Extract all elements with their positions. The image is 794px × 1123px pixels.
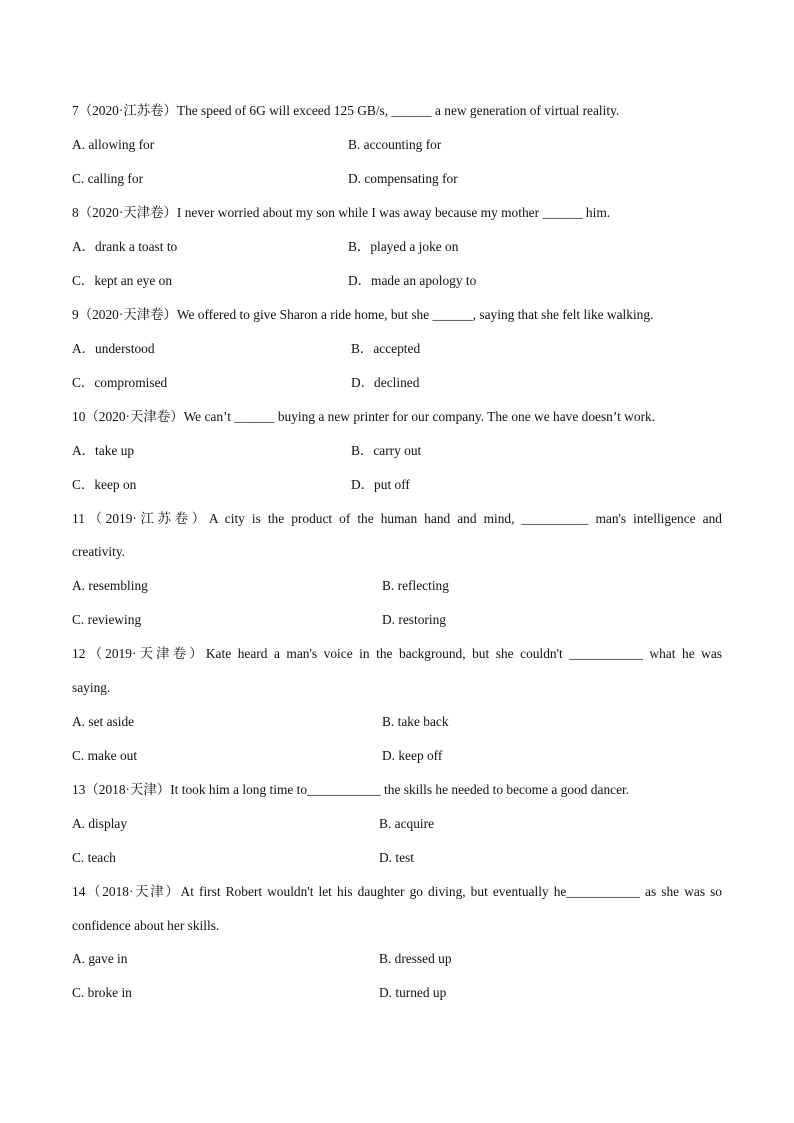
question-11-stem-line-2: creativity. — [72, 544, 126, 559]
question-14-option-a: A. gave in — [72, 951, 128, 966]
question-12-stem-line-1: 12（2019·天津卷）Kate heard a man's voice in the background, but she couldn't ___________ what he was — [72, 646, 722, 661]
question-14-option-d: D. turned up — [379, 985, 447, 1000]
question-8-option-b: B．played a joke on — [348, 239, 459, 254]
question-13-option-c: C. teach — [72, 850, 116, 865]
question-8-stem: 8（2020·天津卷）I never worried about my son while I was away because my mother ______ him. — [72, 205, 611, 220]
question-11-option-c: C. reviewing — [72, 612, 142, 627]
question-7-option-a: A. allowing for — [72, 137, 155, 152]
question-8-option-c: C．kept an eye on — [72, 273, 173, 288]
question-13-option-d: D. test — [379, 850, 414, 865]
question-10-option-d: D．put off — [351, 477, 410, 492]
question-10-option-b: B．carry out — [351, 443, 422, 458]
question-12-option-b: B. take back — [382, 714, 449, 729]
question-13-option-a: A. display — [72, 816, 128, 831]
question-9-option-d: D．declined — [351, 375, 420, 390]
question-11-stem-line-1: 11（2019·江苏卷）A city is the product of the human hand and mind, __________ man's intelligence and — [72, 511, 722, 526]
question-13-option-b: B. acquire — [379, 816, 435, 831]
question-7-option-b: B. accounting for — [348, 137, 442, 152]
question-12-option-c: C. make out — [72, 748, 138, 763]
question-12-option-d: D. keep off — [382, 748, 443, 763]
question-11-option-d: D. restoring — [382, 612, 446, 627]
question-7-option-d: D. compensating for — [348, 171, 458, 186]
question-10-option-c: C．keep on — [72, 477, 137, 492]
question-14-stem-line-2: confidence about her skills. — [72, 918, 220, 933]
question-10-option-a: A．take up — [72, 443, 135, 458]
question-12-option-a: A. set aside — [72, 714, 135, 729]
question-9-option-b: B．accepted — [351, 341, 421, 356]
question-7-stem: 7（2020·江苏卷）The speed of 6G will exceed 125 GB/s, ______ a new generation of virtual reality. — [72, 103, 620, 118]
question-9-option-c: C．compromised — [72, 375, 168, 390]
question-12-stem-line-2: saying. — [72, 680, 111, 695]
question-10-stem: 10（2020·天津卷）We can’t ______ buying a new printer for our company. The one we have doesn’t work. — [72, 409, 656, 424]
question-13-stem: 13（2018·天津）It took him a long time to___________ the skills he needed to become a good dancer. — [72, 782, 630, 797]
question-11-option-b: B. reflecting — [382, 578, 449, 593]
question-7-option-c: C. calling for — [72, 171, 144, 186]
question-14-stem-line-1: 14（2018·天津）At first Robert wouldn't let his daughter go diving, but eventually he___________ as she was so — [72, 884, 722, 899]
question-11-option-a: A. resembling — [72, 578, 148, 593]
question-8-option-a: A．drank a toast to — [72, 239, 178, 254]
question-8-option-d: D．made an apology to — [348, 273, 477, 288]
question-14-option-b: B. dressed up — [379, 951, 452, 966]
question-9-option-a: A．understood — [72, 341, 155, 356]
question-9-stem: 9（2020·天津卷）We offered to give Sharon a ride home, but she ______, saying that she felt like walking. — [72, 307, 654, 322]
question-14-option-c: C. broke in — [72, 985, 132, 1000]
